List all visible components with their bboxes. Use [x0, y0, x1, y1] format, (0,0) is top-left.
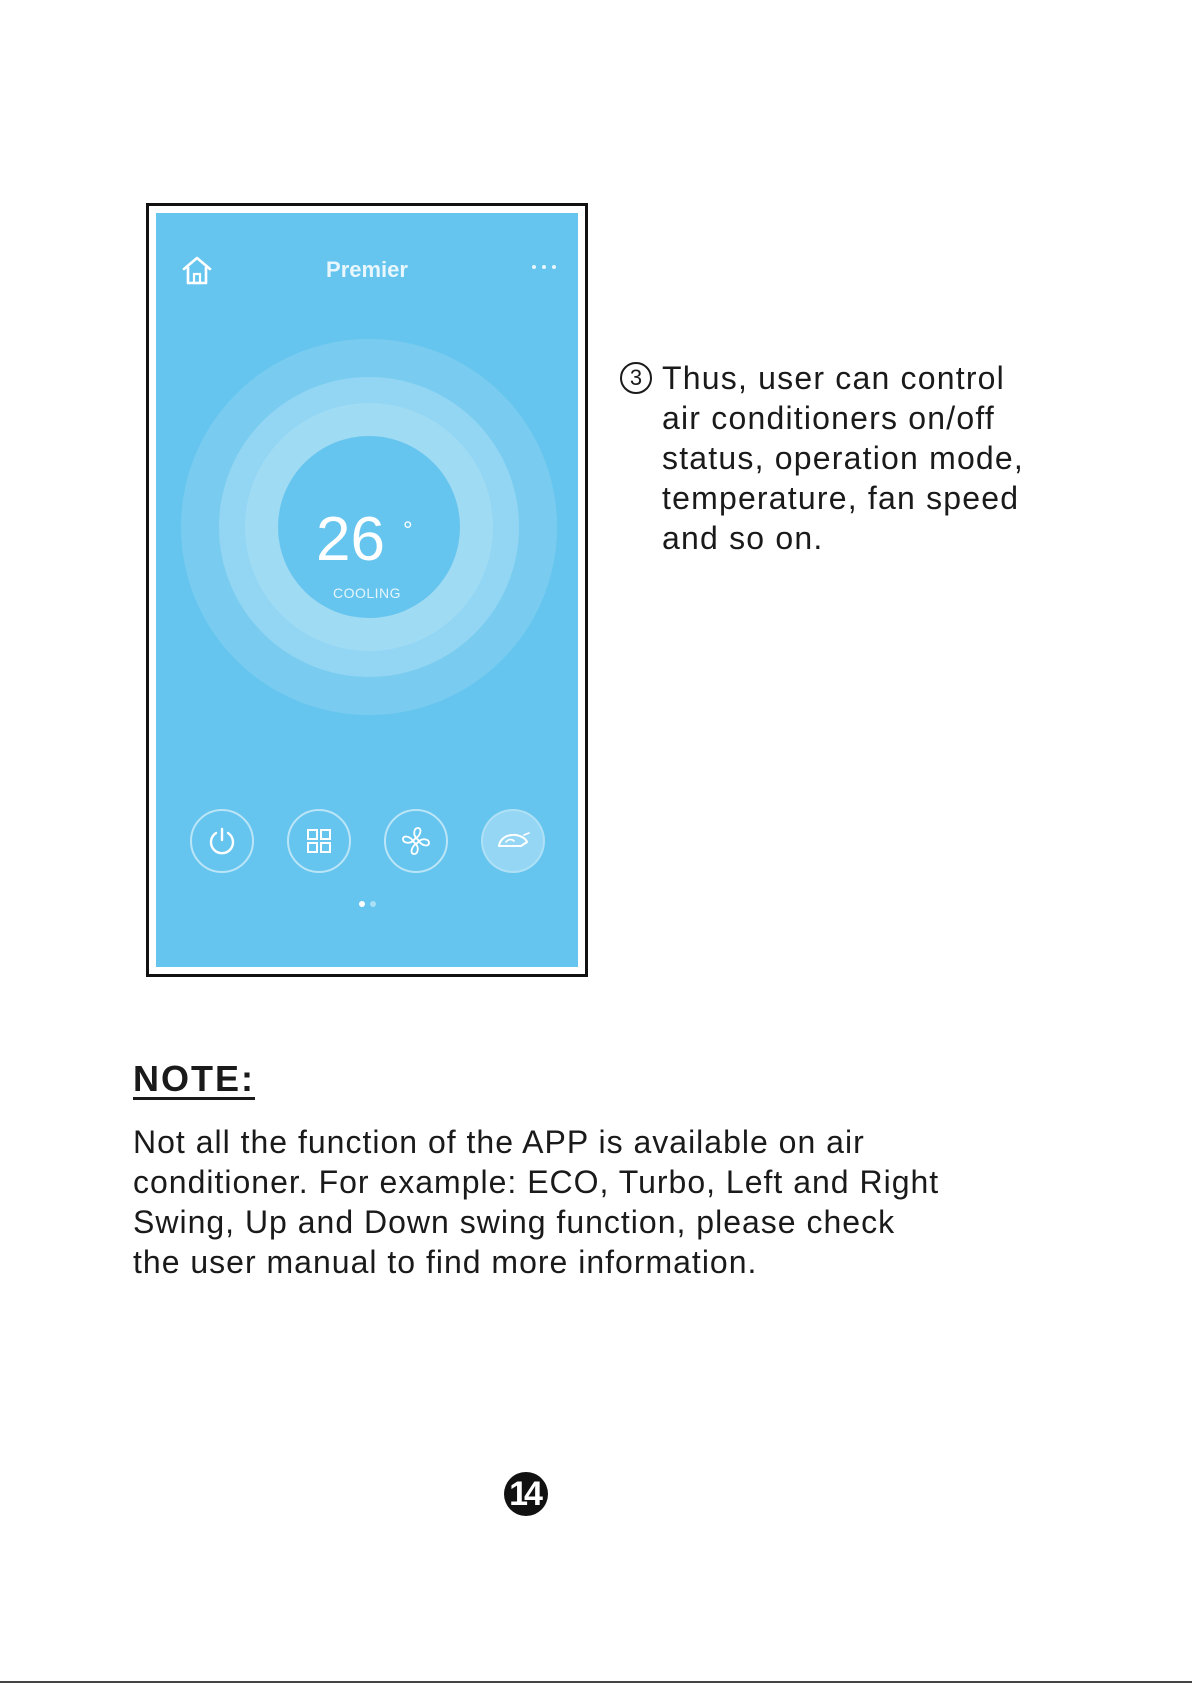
step-number: 3 [620, 362, 652, 394]
note-line: Swing, Up and Down swing function, please check [133, 1204, 896, 1240]
temperature-unit: ° [403, 517, 413, 544]
step-line: and so on. [662, 520, 824, 556]
mode-grid-icon [304, 826, 334, 856]
step-line: air conditioners on/off [662, 400, 995, 436]
fan-icon [399, 824, 433, 858]
app-screen [156, 213, 578, 967]
turbo-icon [494, 826, 532, 856]
note-line: the user manual to find more information. [133, 1244, 758, 1280]
step-line: Thus, user can control [662, 360, 1005, 396]
mode-button[interactable] [287, 809, 351, 873]
page-dot[interactable] [370, 901, 376, 907]
app-screenshot-frame [146, 203, 588, 977]
temperature-value: 26 [316, 505, 385, 574]
note-title: NOTE: [133, 1058, 255, 1099]
page-number: 14 [504, 1472, 548, 1516]
turbo-button[interactable] [481, 809, 545, 873]
note-line: conditioner. For example: ECO, Turbo, Left and Right [133, 1164, 940, 1200]
fan-speed-button[interactable] [384, 809, 448, 873]
power-button[interactable] [190, 809, 254, 873]
step-line: temperature, fan speed [662, 480, 1020, 516]
page-indicator [156, 901, 578, 907]
step-line: status, operation mode, [662, 440, 1025, 476]
note-line: Not all the function of the APP is available on air [133, 1124, 865, 1160]
bottom-rule [0, 1681, 1192, 1683]
page-dot-active[interactable] [359, 901, 365, 907]
step-text [662, 358, 1024, 558]
app-title: Premier [326, 257, 408, 282]
more-dots-icon[interactable] [530, 260, 558, 274]
note-body [133, 1122, 1063, 1282]
mode-label: COOLING [332, 585, 402, 601]
power-icon [205, 824, 239, 858]
